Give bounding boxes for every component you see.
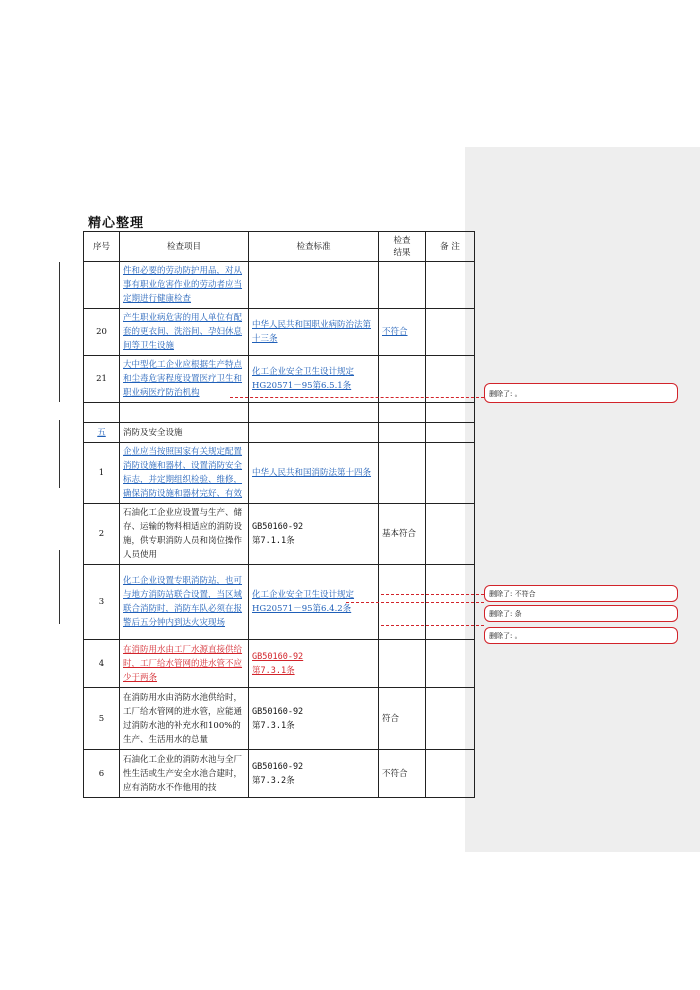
row-no: 20 [84,309,120,356]
row-result [379,356,426,403]
row-result [379,423,426,443]
deletion-comment[interactable]: 删除了: 条 [484,605,678,622]
row-standard: GB50160-92 第7.3.1条 [249,640,379,688]
inspection-table [83,231,475,798]
row-item: 大中型化工企业应根据生产特点和尘毒危害程度设置医疗卫生和职业病医疗防治机构 [120,356,249,403]
row-standard: 中华人民共和国消防法第十四条 [249,443,379,504]
row-standard: 化工企业安全卫生设计规定HG20571－95第6.4.2条 [249,565,379,640]
row-note [426,640,475,688]
table-row [84,309,475,356]
row-result [379,640,426,688]
row-note [426,309,475,356]
comment-leader-line [230,397,484,398]
change-bar [59,420,60,488]
header-note: 备 注 [426,232,475,262]
row-no: 2 [84,504,120,565]
row-standard [249,423,379,443]
comment-leader-line [346,602,484,603]
row-note [426,356,475,403]
document-title: 精心整理 [88,216,145,231]
section-no: 五 [84,423,120,443]
row-result: 符合 [379,688,426,750]
row-standard: GB50160-92 第7.1.1条 [249,504,379,565]
row-item: 企业应当按照国家有关规定配置消防设施和器材、设置消防安全标志，并定期组织检验、维修，确保消防设施和器材完好、有效 [120,443,249,504]
table-row [84,403,475,423]
row-note [426,750,475,798]
table-row [84,750,475,798]
row-item: 石油化工企业应设置与生产、储存、运输的物料相适应的消防设施，供专职消防人员和岗位操作人员使用 [120,504,249,565]
row-standard: GB50160-92 第7.3.1条 [249,688,379,750]
row-standard: GB50160-92 第7.3.2条 [249,750,379,798]
row-note [426,443,475,504]
row-no [84,262,120,309]
row-no: 3 [84,565,120,640]
row-note [426,262,475,309]
header-result: 检查 结果 [379,232,426,262]
section-row [84,423,475,443]
header-item: 检查项目 [120,232,249,262]
header-no: 序号 [84,232,120,262]
row-note [426,688,475,750]
row-note [426,423,475,443]
row-result: 不符合 [379,750,426,798]
row-result [379,403,426,423]
deletion-comment[interactable]: 删除了: 。 [484,627,678,644]
row-no: 21 [84,356,120,403]
comment-leader-line [381,625,484,626]
table-row [84,262,475,309]
row-note [426,504,475,565]
deletion-comment[interactable]: 删除了: 不符合 [484,585,678,602]
row-item: 在消防用水由工厂水源直接供给时，工厂给水管网的进水管不应少于两条 [120,640,249,688]
deletion-comment[interactable]: 删除了: 。 [484,383,678,403]
row-item [120,403,249,423]
row-note [426,403,475,423]
row-result: 基本符合 [379,504,426,565]
row-standard: 化工企业安全卫生设计规定HG20571－95第6.5.1条 [249,356,379,403]
change-bar [59,262,60,402]
row-no: 6 [84,750,120,798]
row-item: 件和必要的劳动防护用品，对从事有职业危害作业的劳动者应当定期进行健康检查 [120,262,249,309]
row-no: 1 [84,443,120,504]
row-standard [249,403,379,423]
row-no: 5 [84,688,120,750]
comment-leader-line [381,594,484,595]
row-item: 产生职业病危害的用人单位有配套的更衣间、洗浴间、孕妇休息间等卫生设施 [120,309,249,356]
change-bar [59,550,60,624]
table-row [84,640,475,688]
row-result: 不符合 [379,309,426,356]
row-item: 化工企业设置专职消防站，也可与地方消防站联合设置，当区域联合消防时，消防车队必须在报警后五分钟内到达火灾现场 [120,565,249,640]
row-no [84,403,120,423]
row-item: 石油化工企业的消防水池与全厂性生活或生产安全水池合建时，应有消防水不作他用的技 [120,750,249,798]
table-row [84,443,475,504]
table-row [84,356,475,403]
row-standard: 中华人民共和国职业病防治法第十三条 [249,309,379,356]
row-standard [249,262,379,309]
row-no: 4 [84,640,120,688]
table-row [84,688,475,750]
row-result [379,262,426,309]
section-title: 消防及安全设施 [120,423,249,443]
row-result [379,443,426,504]
table-header-row [84,232,475,262]
header-standard: 检查标准 [249,232,379,262]
table-row [84,504,475,565]
row-item: 在消防用水由消防水池供给时，工厂给水管网的进水管，应能通过消防水池的补充水和100%的生产、生活用水的总量 [120,688,249,750]
comment-margin-pane [465,147,700,852]
